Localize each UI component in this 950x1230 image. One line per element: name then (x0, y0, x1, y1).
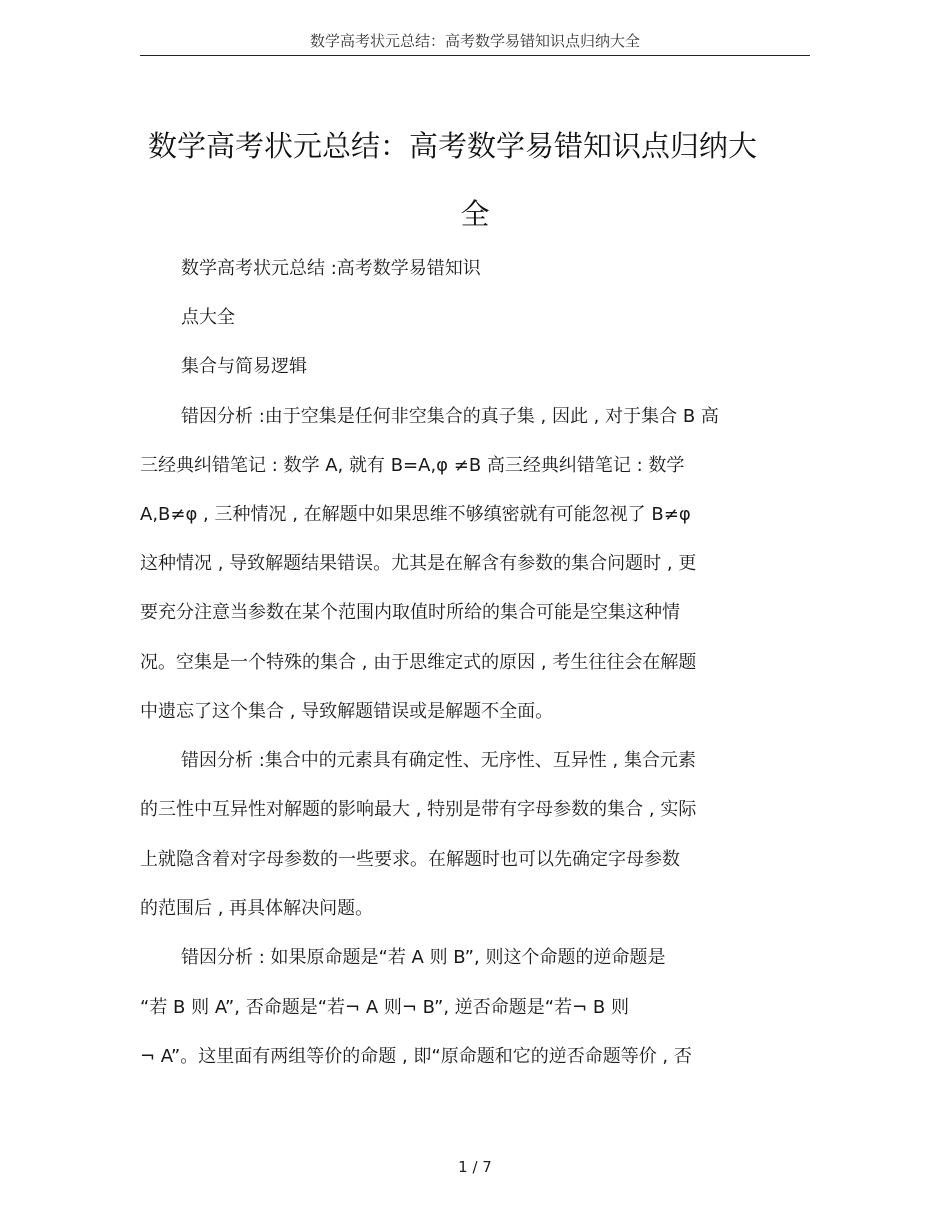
section-heading: 集合与简易逻辑 (181, 356, 307, 377)
paragraph-1-line-6: 况。空集是一个特殊的集合 , 由于思维定式的原因 , 考生往往会在解题 (140, 652, 697, 673)
title-line-2: 全 (460, 197, 490, 231)
paragraph-1-line-3: A,B≠φ , 三种情况 , 在解题中如果思维不够缜密就有可能忽视了 B≠φ (140, 504, 691, 525)
paragraph-1-line-5: 要充分注意当参数在某个范围内取值时所给的集合可能是空集这种情 (140, 602, 680, 623)
paragraph-1-line-1: 错因分析 :由于空集是任何非空集合的真子集 , 因此 , 对于集合 B 高 (181, 406, 719, 427)
paragraph-3-line-1: 错因分析 : 如果原命题是“若 A 则 B”, 则这个命题的逆命题是 (181, 947, 666, 968)
subtitle-line-2: 点大全 (181, 307, 235, 328)
paragraph-3-line-2: “若 B 则 A”, 否命题是“若¬ A 则¬ B”, 逆否命题是“若¬ B 则 (140, 997, 629, 1018)
paragraph-2-line-1: 错因分析 :集合中的元素具有确定性、无序性、互异性 , 集合元素 (181, 750, 696, 771)
page-number: 1 / 7 (458, 1158, 492, 1176)
paragraph-1-line-2: 三经典纠错笔记 : 数学 A, 就有 B=A,φ ≠B 高三经典纠错笔记 : 数学 (140, 455, 685, 476)
paragraph-2-line-2: 的三性中互异性对解题的影响最大 , 特别是带有字母参数的集合 , 实际 (140, 799, 697, 820)
paragraph-1-line-4: 这种情况 , 导致解题结果错误。尤其是在解含有参数的集合问题时 , 更 (140, 553, 697, 574)
subtitle-line-1: 数学高考状元总结 :高考数学易错知识 (181, 258, 481, 279)
paragraph-2-line-4: 的范围后 , 再具体解决问题。 (140, 898, 374, 919)
paragraph-2-line-3: 上就隐含着对字母参数的一些要求。在解题时也可以先确定字母参数 (140, 849, 680, 870)
document-title (140, 112, 810, 248)
title-line-1: 数学高考状元总结：高考数学易错知识点归纳大 (148, 129, 758, 163)
paragraph-1-line-7: 中遗忘了这个集合 , 导致解题错误或是解题不全面。 (140, 701, 554, 722)
paragraph-3-line-3: ¬ A”。这里面有两组等价的命题 , 即“原命题和它的逆否命题等价 , 否 (140, 1046, 692, 1067)
header-divider (140, 55, 810, 56)
running-header: 数学高考状元总结：高考数学易错知识点归纳大全 (309, 32, 640, 50)
